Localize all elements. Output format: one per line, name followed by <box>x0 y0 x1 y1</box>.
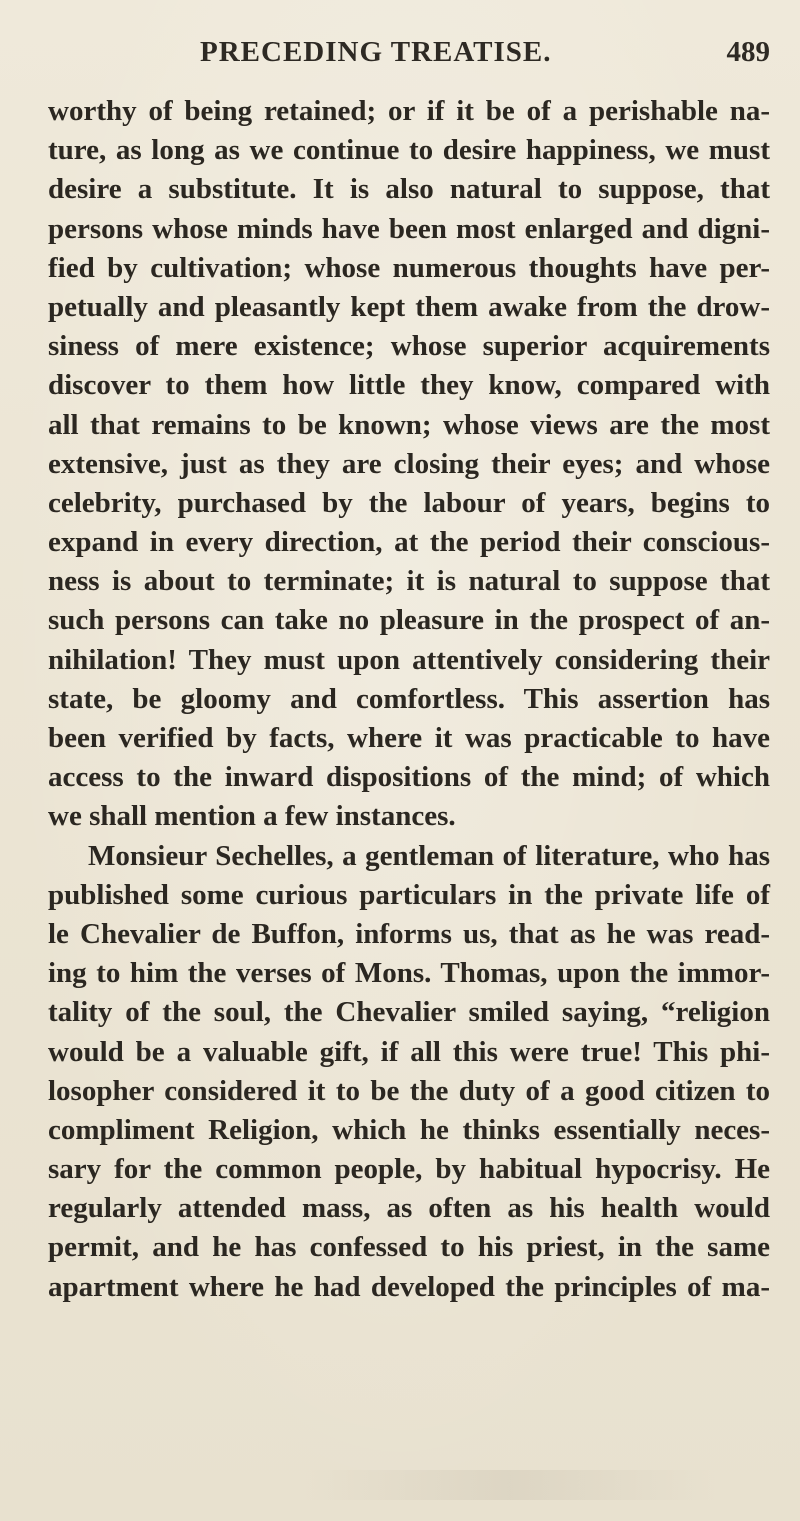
text-line: permit, and he has confessed to his priest, in the same <box>48 1231 770 1264</box>
text-line-paragraph-start: Monsieur Sechelles, a gentleman of literature, who has <box>88 839 770 872</box>
text-line: sary for the common people, by habitual hypocrisy. He <box>48 1153 770 1186</box>
text-line: tality of the soul, the Chevalier smiled saying, “religion <box>48 996 770 1029</box>
text-line: expand in every direction, at the period their conscious- <box>48 526 770 559</box>
body-text <box>48 92 770 1307</box>
text-line: ness is about to terminate; it is natural to suppose that <box>48 565 770 598</box>
text-line: discover to them how little they know, compared with <box>48 369 770 402</box>
text-line: been verified by facts, where it was practicable to have <box>48 722 770 754</box>
running-title: PRECEDING TREATISE. <box>200 36 552 68</box>
text-line: worthy of being retained; or if it be of a perishable na- <box>48 95 770 127</box>
text-line: siness of mere existence; whose superior acquirements <box>48 330 770 363</box>
text-line: le Chevalier de Buffon, informs us, that as he was read- <box>48 917 770 950</box>
text-line: access to the inward dispositions of the mind; of which <box>48 761 770 794</box>
text-line: ing to him the verses of Mons. Thomas, upon the immor- <box>48 957 770 990</box>
text-line: apartment where he had developed the principles of ma- <box>48 1270 770 1303</box>
text-line: state, be gloomy and comfortless. This assertion has <box>48 682 770 715</box>
text-line: fied by cultivation; whose numerous thoughts have per- <box>48 251 770 284</box>
running-head <box>200 36 660 72</box>
text-line: regularly attended mass, as often as his health would <box>48 1192 770 1225</box>
text-line: celebrity, purchased by the labour of years, begins to <box>48 486 770 519</box>
text-line: extensive, just as they are closing their eyes; and whose <box>48 447 770 480</box>
bleed-through-smudge <box>300 1470 720 1500</box>
text-line: all that remains to be known; whose views are the most <box>48 408 770 441</box>
text-line: published some curious particulars in the private life of <box>48 878 770 911</box>
text-line: would be a valuable gift, if all this were true! This phi- <box>48 1035 770 1068</box>
text-line: persons whose minds have been most enlarged and digni- <box>48 212 770 245</box>
text-line: petually and pleasantly kept them awake from the drow- <box>48 290 770 323</box>
text-line: compliment Religion, which he thinks essentially neces- <box>48 1113 770 1146</box>
page-number: 489 <box>726 36 770 68</box>
text-line: nihilation! They must upon attentively considering their <box>48 643 770 676</box>
text-line: losopher considered it to be the duty of a good citizen to <box>48 1074 770 1107</box>
text-line: ture, as long as we continue to desire happiness, we must <box>48 134 770 167</box>
text-line: desire a substitute. It is also natural to suppose, that <box>48 173 770 206</box>
text-line-paragraph-end: we shall mention a few instances. <box>48 800 456 833</box>
text-line: such persons can take no pleasure in the prospect of an- <box>48 604 770 637</box>
